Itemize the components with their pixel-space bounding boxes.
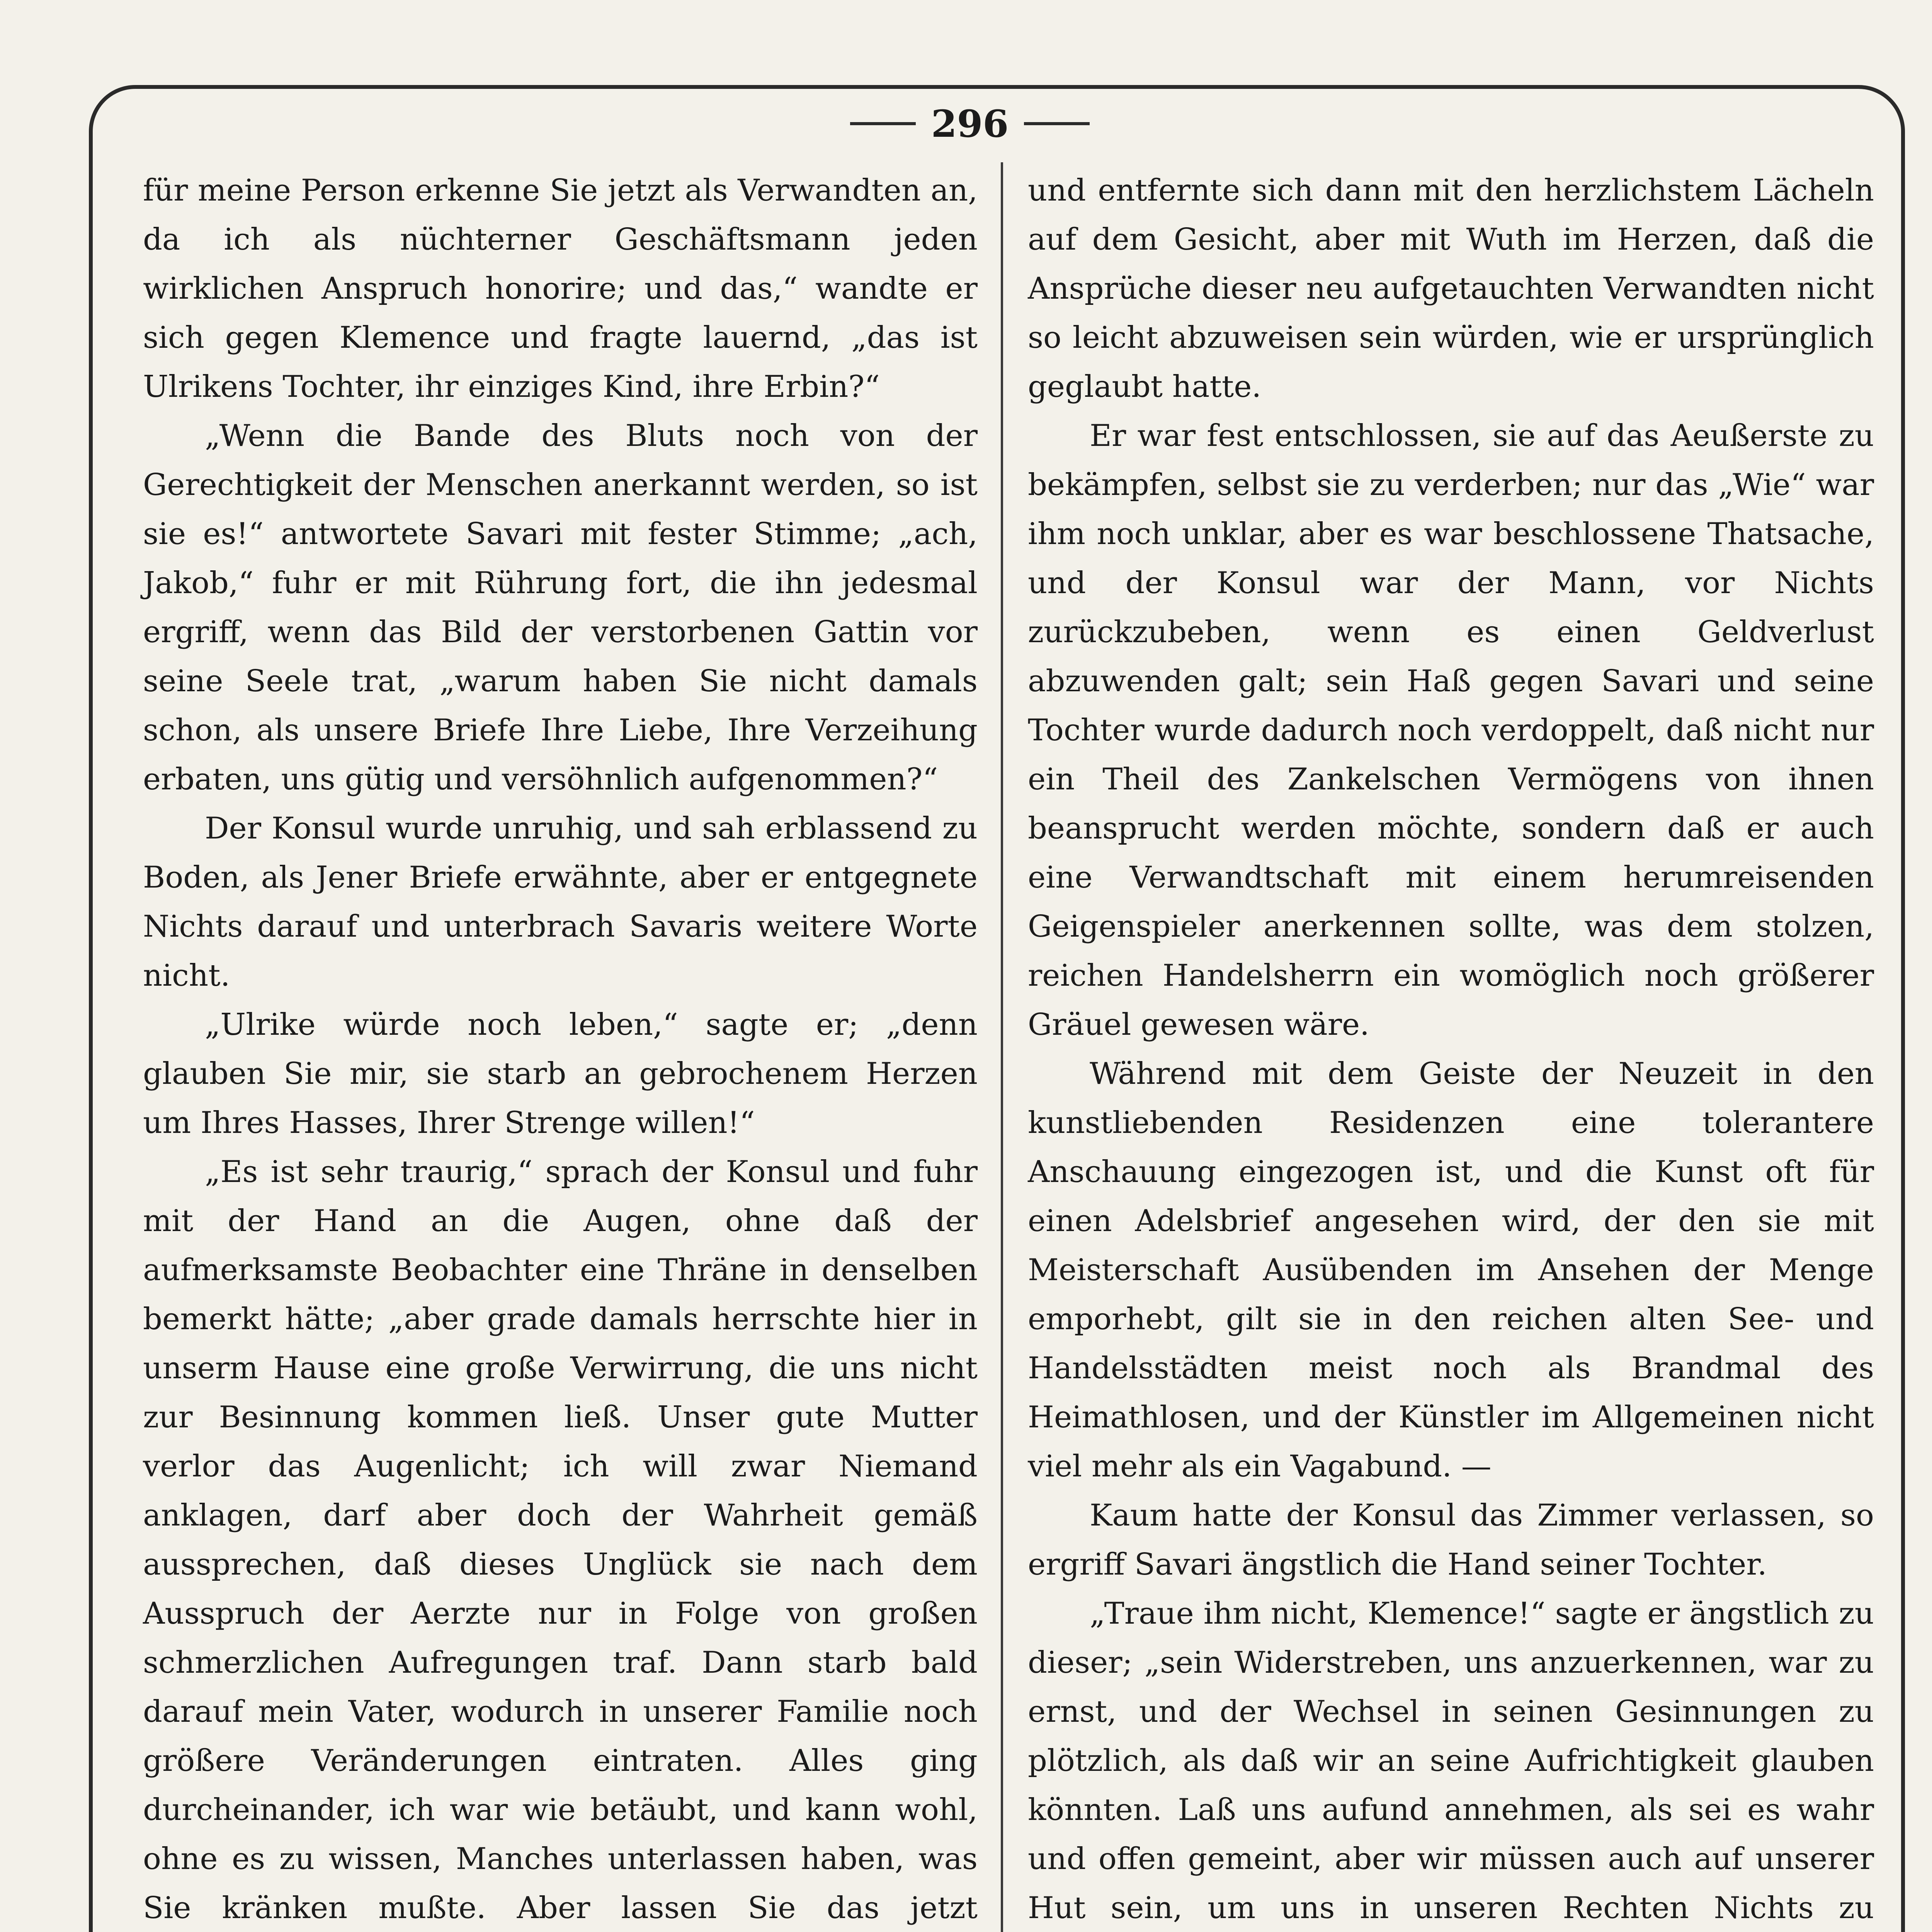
paragraph: „Es ist sehr traurig,“ sprach der Konsul und fuhr mit der Hand an die Augen, ohne daß der aufmerksamste Beobachter eine Thräne in denselben bemerkt hätte; „aber grade damals herrschte hier in unserm Hause eine große Verwirrung, die uns nicht zur Besinnung kommen ließ. Unser gute Mutter verlor das Augenlicht; ich will zwar Niemand anklagen, darf aber doch der Wahrheit gemäß aussprechen, daß dieses Unglück sie nach dem Ausspruch der Aerzte nur in Folge von großen schmerzlichen Aufregungen traf. Dann starb bald darauf mein Vater, wodurch in unserer Familie noch größere Veränderungen eintraten. Alles ging durcheinander, ich war wie betäubt, und kann wohl, ohne es zu wissen, Manches unterlassen haben, was Sie kränken mußte. Aber lassen Sie das jetzt [143, 1155, 978, 1925]
paragraph: „Wenn die Bande des Bluts noch von der Gerechtigkeit der Menschen anerkannt werden, so ist sie es!“ antwortete Savari mit fester Stimme; „ach, Jakob,“ fuhr er mit Rührung fort, die ihn jedesmal ergriff, wenn das Bild der verstorbenen Gattin vor seine Seele trat, „warum haben Sie nicht damals schon, als unsere Briefe Ihre Liebe, Ihre Verzeihung erbaten, uns gütig und versöhnlich aufgenommen?“ [143, 418, 978, 797]
paragraph: Kaum hatte der Konsul das Zimmer verlassen, so ergriff Savari ängstlich die Hand seiner Tochter. [1028, 1498, 1874, 1582]
column-divider [1001, 162, 1003, 1932]
right-column [1028, 166, 1874, 1932]
paragraph: Der Konsul wurde unruhig, und sah erblassend zu Boden, als Jener Briefe erwähnte, aber er entgegnete Nichts darauf und unterbrach Savaris weitere Worte nicht. [143, 811, 978, 993]
paragraph: Während mit dem Geiste der Neuzeit in den kunstliebenden Residenzen eine tolerantere Anschauung eingezogen ist, und die Kunst oft für einen Adelsbrief angesehen wird, der den sie mit Meisterschaft Ausübenden im Ansehen der Menge emporhebt, gilt sie in den reichen alten See- und Handelsstädten meist noch als Brandmal des Heimathlosen, und der Künstler im Allgemeinen nicht viel mehr als ein Vagabund. — [1028, 1056, 1874, 1484]
paragraph: „Ulrike würde noch leben,“ sagte er; „denn glauben Sie mir, sie starb an gebrochenem Herzen um Ihres Hasses, Ihrer Strenge willen!“ [143, 1007, 978, 1140]
header-rule-right [1024, 122, 1090, 125]
left-column [143, 166, 978, 1932]
paragraph: und entfernte sich dann mit den herzlichstem Lächeln auf dem Gesicht, aber mit Wuth im Herzen, daß die Ansprüche dieser neu aufgetauchten Verwandten nicht so leicht abzuweisen sein würden, wie er ursprünglich geglaubt hatte. [1028, 173, 1874, 404]
page-number: 296 [931, 102, 1009, 146]
page-header [850, 97, 1090, 151]
paragraph: Er war fest entschlossen, sie auf das Aeußerste zu bekämpfen, selbst sie zu verderben; nur das „Wie“ war ihm noch unklar, aber es war beschlossene Thatsache, und der Konsul war der Mann, vor Nichts zurückzubeben, wenn es einen Geldverlust abzuwenden galt; sein Haß gegen Savari und seine Tochter wurde dadurch noch verdoppelt, daß nicht nur ein Theil des Zankelschen Vermögens von ihnen beansprucht werden möchte, sondern daß er auch eine Verwandtschaft mit einem herumreisenden Geigenspieler anerkennen sollte, was dem stolzen, reichen Handelsherrn ein womöglich noch größerer Gräuel gewesen wäre. [1028, 418, 1874, 1042]
paragraph: für meine Person erkenne Sie jetzt als Verwandten an, da ich als nüchterner Geschäftsmann jeden wirklichen Anspruch honorire; und das,“ wandte er sich gegen Klemence und fragte lauernd, „das ist Ulrikens Tochter, ihr einziges Kind, ihre Erbin?“ [143, 173, 978, 404]
paragraph: „Traue ihm nicht, Klemence!“ sagte er ängstlich zu dieser; „sein Widerstreben, uns anzuerkennen, war zu ernst, und der Wechsel in seinen Gesinnungen zu plötzlich, als daß wir an seine Aufrichtigkeit glauben könnten. Laß uns aufund annehmen, als sei es wahr und offen gemeint, aber wir müssen auch auf unserer Hut sein, um uns in unseren Rechten Nichts zu [1028, 1596, 1874, 1925]
header-rule-left [850, 122, 916, 125]
